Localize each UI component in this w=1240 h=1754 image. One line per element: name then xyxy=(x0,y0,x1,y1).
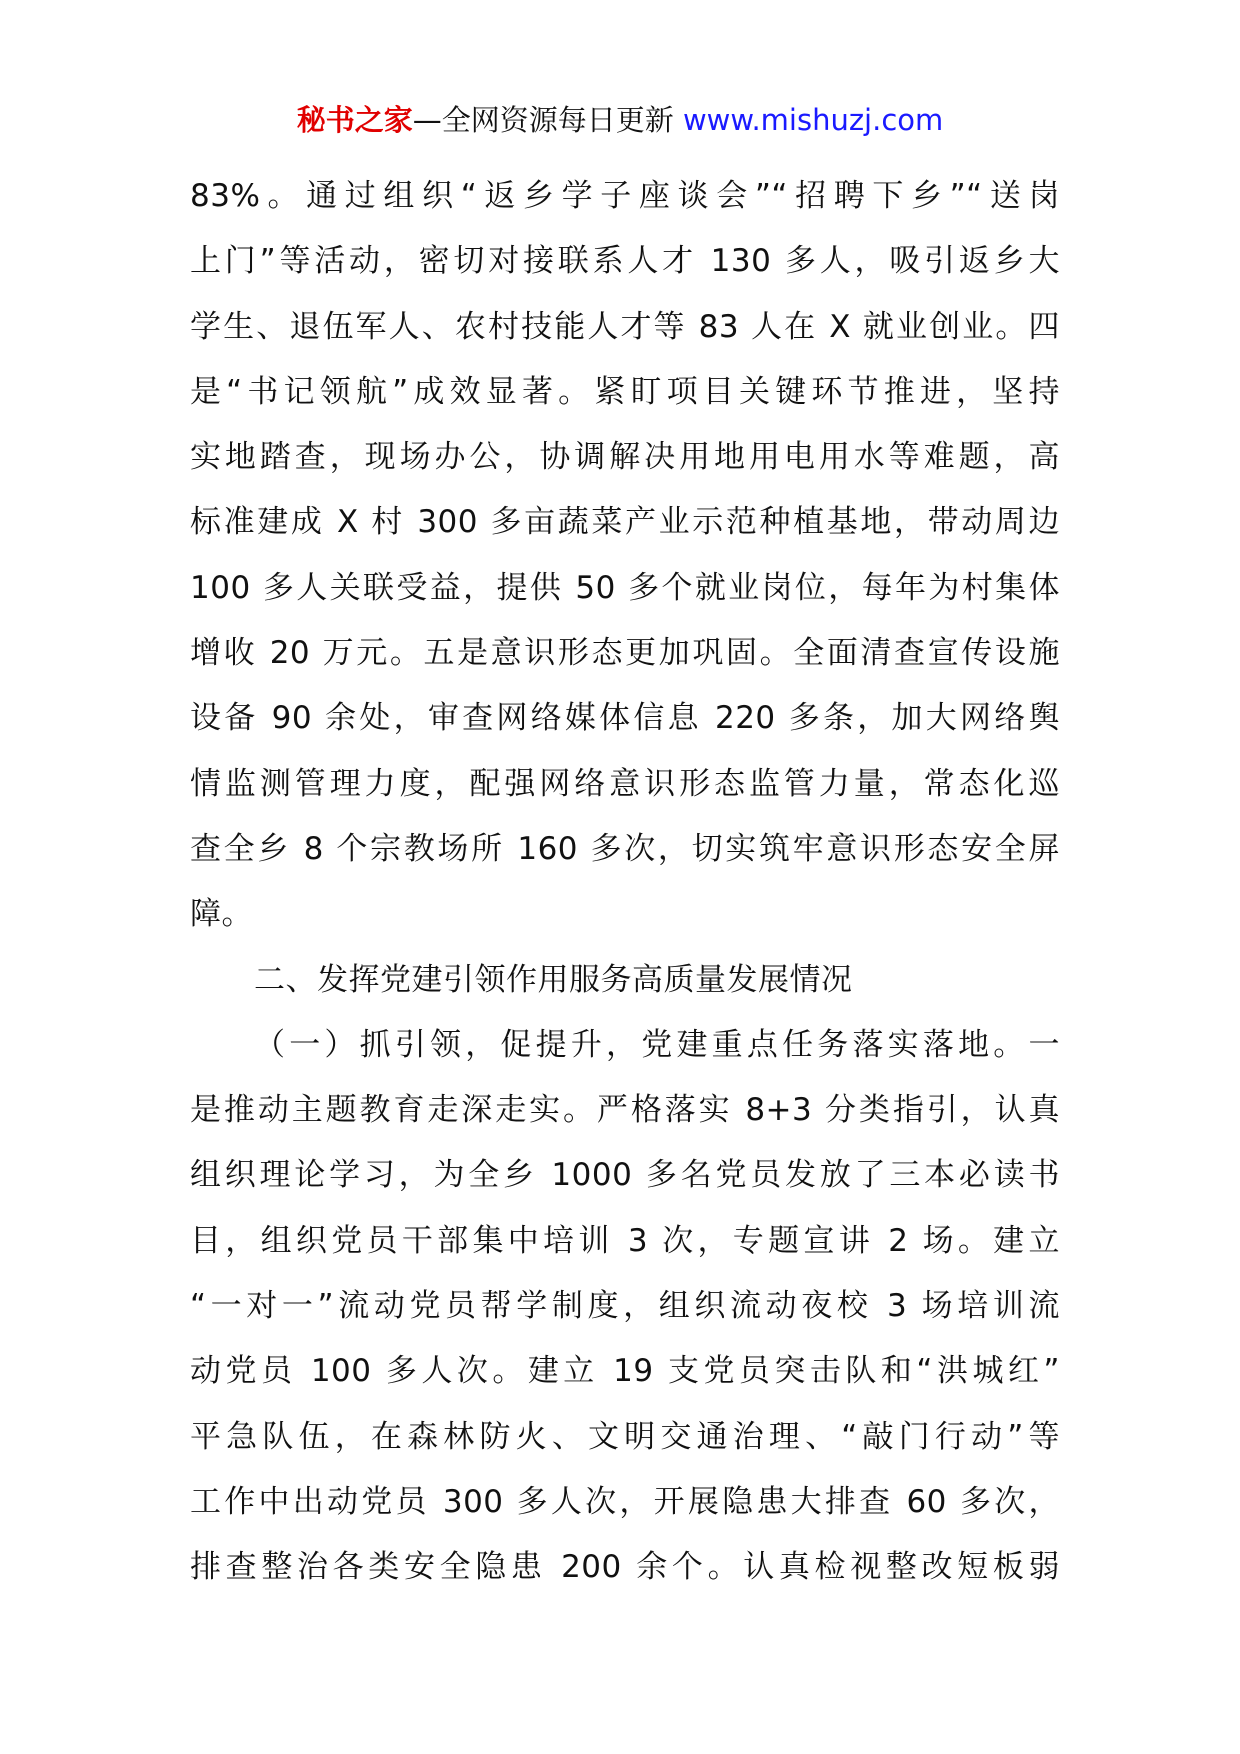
text-line: 标准建成 X 村 300 多亩蔬菜产业示范种植基地，带动周边 xyxy=(190,504,1060,541)
text-line: 动党员 100 多人次。建立 19 支党员突击队和“洪城红” xyxy=(190,1353,1060,1390)
text-line: 查全乡 8 个宗教场所 160 多次，切实筑牢意识形态安全屏 xyxy=(190,830,1060,867)
section-heading: 二、发挥党建引领作用服务高质量发展情况 xyxy=(254,961,853,998)
text-line: 100 多人关联受益，提供 50 多个就业岗位，每年为村集体 xyxy=(190,569,1060,606)
brand-name: 秘书之家 xyxy=(296,103,413,137)
text-line: 情监测管理力度，配强网络意识形态监管力量，常态化巡 xyxy=(190,765,1060,802)
text-line: 组织理论学习，为全乡 1000 多名党员发放了三本必读书 xyxy=(190,1157,1060,1194)
text-line: “一对一”流动党员帮学制度，组织流动夜校 3 场培训流 xyxy=(190,1288,1060,1325)
text-line: 障。 xyxy=(190,896,253,933)
text-line: 目，组织党员干部集中培训 3 次，专题宣讲 2 场。建立 xyxy=(190,1222,1060,1259)
document-body xyxy=(190,164,1060,1601)
header-tagline: —全网资源每日更新 xyxy=(412,103,683,137)
text-line: 工作中出动党员 300 多人次，开展隐患大排查 60 多次， xyxy=(190,1483,1060,1520)
text-line: 实地踏查，现场办公，协调解决用地用电用水等难题，高 xyxy=(190,439,1060,476)
text-line: 平急队伍，在森林防火、文明交通治理、“敲门行动”等 xyxy=(190,1418,1060,1455)
watermark-header xyxy=(0,100,1240,140)
subsection-heading: （一）抓引领，促提升，党建重点任务落实落地。一 xyxy=(254,1026,1060,1063)
text-line: 上门”等活动，密切对接联系人才 130 多人，吸引返乡大 xyxy=(190,243,1060,280)
text-line: 增收 20 万元。五是意识形态更加巩固。全面清查宣传设施 xyxy=(190,635,1060,672)
text-line: 设备 90 余处，审查网络媒体信息 220 多条，加大网络舆 xyxy=(190,700,1060,737)
text-line: 排查整治各类安全隐患 200 余个。认真检视整改短板弱 xyxy=(190,1549,1060,1586)
text-line: 是“书记领航”成效显著。紧盯项目关键环节推进，坚持 xyxy=(190,373,1060,410)
text-line: 83%。通过组织“返乡学子座谈会”“招聘下乡”“送岗 xyxy=(190,178,1060,214)
site-url: www.mishuzj.com xyxy=(682,103,944,137)
text-line: 学生、退伍军人、农村技能人才等 83 人在 X 就业创业。四 xyxy=(190,308,1060,345)
text-line: 是推动主题教育走深走实。严格落实 8+3 分类指引，认真 xyxy=(190,1092,1060,1129)
